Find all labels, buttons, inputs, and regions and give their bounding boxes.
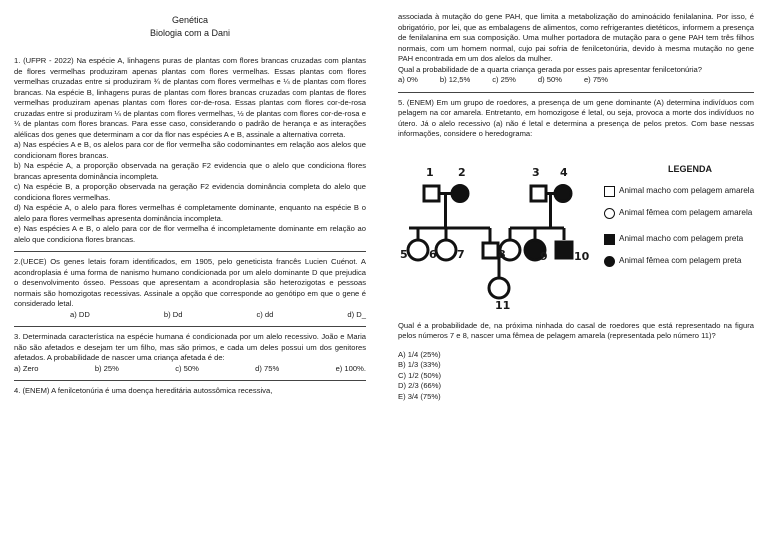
pedigree-individual-5 [408,240,428,260]
question-2-text: 2.(UECE) Os genes letais foram identificados, em 1905, pelo geneticista francês Lucien Cuénot. A acondroplasia é uma forma de nanismo humano condicionada por um alelo dominante D que prejudica o desenvolvimento ósseo. Pessoas que apresentam a acondroplasia são heterozigotas e pessoas normais são homozigotas recessivas. Assinale a opção que corresponde ao genótipo em que o gene é considerado letal. [14,257,366,308]
pedigree-figure [398,146,754,321]
question-2 [14,257,366,320]
divider [14,326,366,327]
pedigree-number: 6 [429,247,437,261]
question-2-option-a[interactable]: a) DD [70,309,90,319]
pedigree-number: 8 [498,247,506,261]
question-3-option-b[interactable]: b) 25% [94,363,119,373]
question-1-option-d[interactable]: d) Na espécie A, o alelo para flores vermelhas é completamente dominante, enquanto na espécie B o alelo para flores vermelhas apresenta dominância incompleta. [14,203,366,223]
question-4-text-cont: associada à mutação do gene PAH, que limita a metabolização do aminoácido fenilalanina. Por isso, é obrigatório, por lei, que as embalagens de alimentos, como refrigerantes dietéticos, informem a presença de fenilalanina em sua composição. Uma mulher portadora de mutação para o gene PAH tem três filhos normais, com um homem normal, cujo pai sofria de fenilcetonúria, devido à mesma mutação no gene PAH encontrada em um dos alelos da mulher. [398,12,754,63]
question-1-option-c[interactable]: c) Na espécie B, a proporção observada na geração F2 evidencia dominância completa do alelo que condiciona flores vermelhas. [14,182,366,202]
pedigree-individual-6 [436,240,456,260]
pedigree-number: 11 [495,298,511,312]
question-1-text: 1. (UFPR - 2022) Na espécie A, linhagens puras de plantas com flores brancas cruzadas com plantas de flores vermelhas produziram apenas plantas com flores vermelhas. Essas plantas com flores vermelhas cruzadas entre si produziram ¾ de plantas com flores vermelhas e ¼ de plantas com flores brancas. Na espécie B, linhagens puras de plantas com flores brancas cruzadas com plantas de flores vermelhas produziram apenas plantas com flores cor-de-rosa. Essas plantas com flores cor-de-rosa cruzadas entre si produziram ¼ de plantas com flores vermelhas, ½ de plantas com flores cor-de-rosa e ¼ de plantas com flores brancas. Para esse caso, considerando o padrão de herança e as interações alélicas dos genes que determinam a cor da flor nas espécies A e B, assinale a alternativa correta. [14,56,366,139]
question-3-option-a[interactable]: a) Zero [14,363,39,373]
question-2-options [14,310,366,321]
circle-outline-icon [604,208,615,219]
question-4-option-a[interactable]: a) 0% [398,75,418,84]
pedigree-individual-4 [555,185,571,201]
question-3-option-e[interactable]: e) 100%. [335,363,366,373]
question-5-options [398,350,754,403]
square-outline-icon [604,186,615,197]
pedigree-individual-10 [556,242,572,258]
question-2-option-c[interactable]: c) dd [256,309,274,319]
question-4 [398,12,754,86]
question-1-option-a[interactable]: a) Nas espécies A e B, os alelos para cor de flor vermelha são codominantes em relação aos alelos que condicionam flores brancas. [14,140,366,160]
pedigree-number: 4 [560,165,568,179]
pedigree-number: 1 [426,165,434,179]
question-5-option-a[interactable]: A) 1/4 (25%) [398,349,441,359]
question-4-question: Qual a probabilidade de a quarta criança gerada por esses pais apresentar fenilcetonúria? [398,64,702,74]
question-4-options [398,75,754,86]
question-2-option-d[interactable]: d) D_ [347,309,366,319]
question-3-text: 3. Determinada característica na espécie humana é condicionada por um alelo recessivo. João e Maria não são afetados e desejam ter um filho, mas são primos, e cada um deles possui um dos genitores afetados. A probabilidade de nascer uma criança afetada é de: [14,332,366,362]
question-5 [398,98,754,403]
question-5-option-c[interactable]: C) 1/2 (50%) [398,370,442,380]
pedigree-individual-11 [489,278,509,298]
question-4-option-b[interactable]: b) 12,5% [439,75,471,84]
circle-filled-icon [604,256,615,267]
pedigree-number: 9 [540,249,548,263]
question-4-option-e[interactable]: e) 75% [583,75,609,84]
question-5-option-e[interactable]: E) 3/4 (75%) [398,391,441,401]
question-4-option-c[interactable]: c) 25% [492,75,516,84]
question-4-text-start: 4. (ENEM) A fenilcetonúria é uma doença hereditária autossômica recessiva, [14,386,273,395]
question-5-question: Qual é a probabilidade de, na próxima ninhada do casal de roedores que está representado na figura pelos números 7 e 8, nascer uma fêmea de pelagem amarela (representada pelo número 11)? [398,320,754,340]
question-4-option-d[interactable]: d) 50% [537,75,562,84]
question-5-text: 5. (ENEM) Em um grupo de roedores, a presença de um gene dominante (A) determina indivíduos com pelagem na cor amarela. Entretanto, em homozigose é letal, ou seja, provoca a morte dos indivíduos no útero. Já o alelo recessivo (a) não é letal e determina a presença de pelos pretos. Com base nessas informações, considere o heredograma: [398,97,754,138]
pedigree-number: 10 [574,249,590,263]
pedigree-number: 7 [457,247,465,261]
pedigree-number: 2 [458,165,466,179]
question-1-option-e[interactable]: e) Nas espécies A e B, o alelo para cor de flor vermelha é incompletamente dominante em relação ao alelo que condiciona flores brancas. [14,224,366,244]
pedigree-individual-2 [452,185,468,201]
pedigree-individual-3 [531,186,546,201]
pedigree-number: 3 [532,165,540,179]
question-3-options [14,364,366,375]
legend-title: LEGENDA [668,163,713,174]
question-5-option-b[interactable]: B) 1/3 (33%) [398,360,441,369]
pedigree-individual-7 [483,243,498,258]
square-filled-icon [604,234,615,245]
divider [398,92,754,93]
question-2-option-b[interactable]: b) Dd [163,309,183,319]
page-subtitle: Biologia com a Dani [149,28,231,38]
page-header [14,14,366,40]
question-1 [14,56,366,245]
legend-item: Animal macho com pelagem amarela [604,186,754,197]
legend-item: Animal macho com pelagem preta [604,234,743,245]
divider [14,251,366,252]
divider [14,380,366,381]
question-3-option-c[interactable]: c) 50% [175,363,199,373]
legend-item: Animal fêmea com pelagem amarela [604,208,752,219]
pedigree-individual-1 [424,186,439,201]
question-3-option-d[interactable]: d) 75% [255,363,280,373]
page-title: Genética [171,15,209,25]
pedigree-number: 5 [400,247,408,261]
question-3 [14,332,366,374]
right-column [398,0,754,402]
question-1-option-b[interactable]: b) Na espécie A, a proporção observada na geração F2 evidencia que o alelo que condiciona flores brancas apresenta dominância incompleta. [14,161,366,181]
legend-item: Animal fêmea com pelagem preta [604,256,741,267]
question-5-option-d[interactable]: D) 2/3 (66%) [398,381,442,390]
left-column [14,0,366,397]
